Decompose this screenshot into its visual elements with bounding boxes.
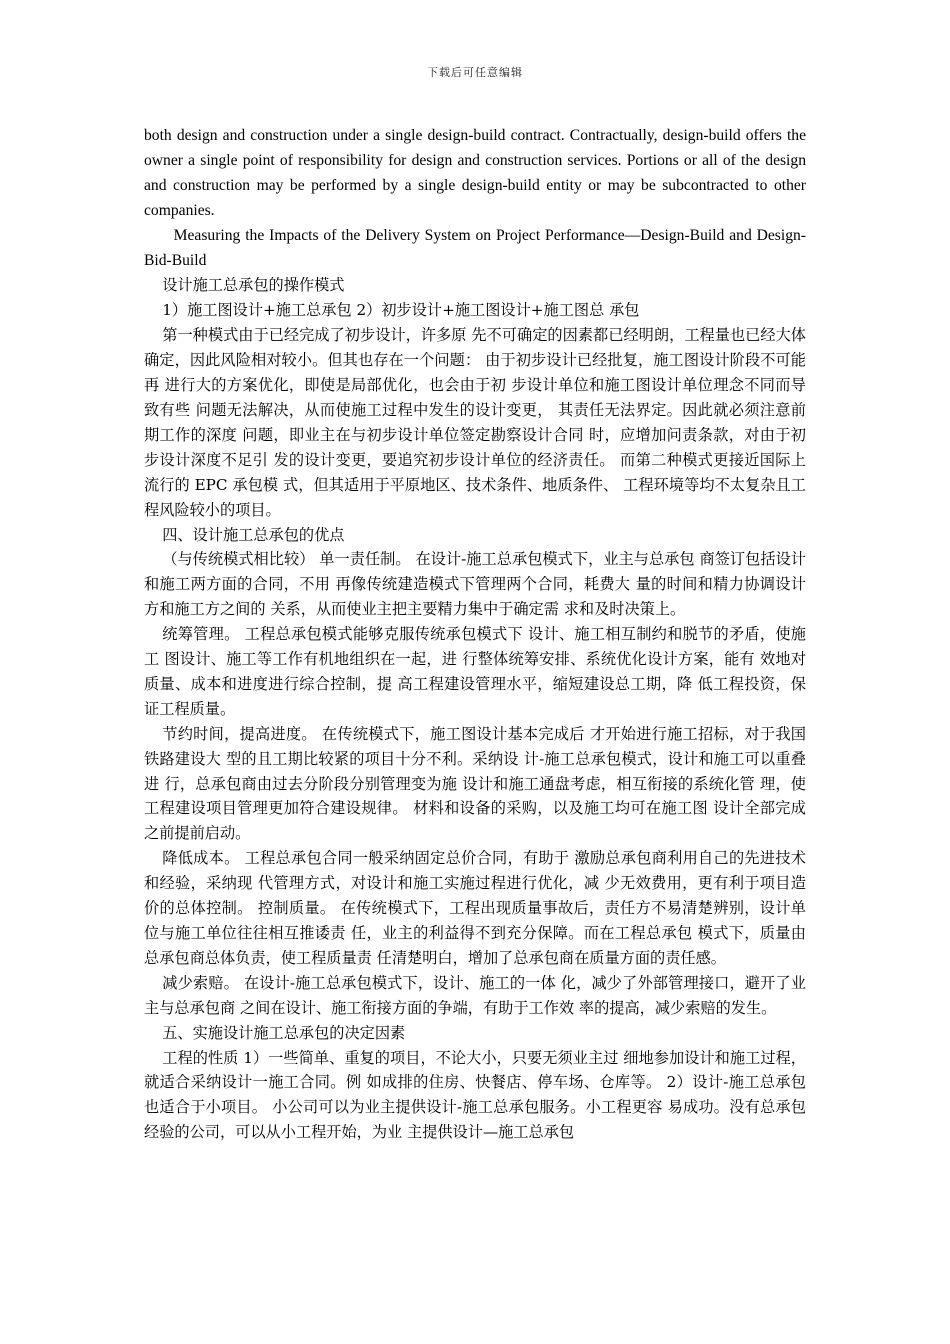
- paragraph-save-time: 节约时间，提高进度。 在传统模式下，施工图设计基本完成后 才开始进行施工招标，对于我国铁路建设大 型的且工期比较紧的项目十分不利。采纳设 计-施工总承包模式，设计和施工可以重叠进 行，总承包商由过去分阶段分别管理变为施 设计和施工通盘考虑，相互衔接的系统化管 理，使工程建设项目管理更加符合建设规律。 材料和设备的采购，以及施工均可在施工图 设计全部完成之前提前启动。: [144, 724, 806, 843]
- paragraph-design-build-intro: both design and construction under a single design-build contract. Contractually, design-build offers the owner a single point of responsibility for design and construction services. Portions or all of the design and construction may be performed by a single design-build entity or may be subcontracted to other companies.: [144, 127, 806, 219]
- section-heading-operation-mode: 设计施工总承包的操作模式: [162, 276, 345, 295]
- paragraph-first-mode: 第一种模式由于已经完成了初步设计，许多原 先不可确定的因素都已经明朗，工程量也已经大体 确定，因此风险相对较小。但其也存在一个问题： 由于初步设计已经批复，施工图设计阶段不可能再 进行大的方案优化，即使是局部优化，也会由于初 步设计单位和施工图设计单位理念不同而导致有些 问题无法解决，从而使施工过程中发生的设计变更， 其责任无法界定。因此就必须注意前期工作的深度 问题，即业主在与初步设计单位签定勘察设计合同 时，应增加问责条款，对由于初步设计深度不足引 发的设计变更，要追究初步设计单位的经济责任。 而第二种模式更接近国际上流行的 EPC 承包模 式，但其适用于平原地区、技术条件、地质条件、 工程环境等均不太复杂且工程风险较小的项目。: [144, 326, 806, 519]
- document-body: [144, 124, 806, 1145]
- section-heading-decision-factors: 五、实施设计施工总承包的决定因素: [162, 1023, 406, 1042]
- paragraph-single-responsibility: （与传统模式相比较） 单一责任制。 在设计-施工总承包模式下，业主与总承包 商签订包括设计和施工两方面的合同，不用 再像传统建造模式下管理两个合同，耗费大 量的时间和精力协调设计方和施工方之间的 关系，从而使业主把主要精力集中于确定需 求和及时决策上。: [144, 550, 806, 619]
- section-heading-advantages: 四、设计施工总承包的优点: [162, 525, 345, 544]
- paragraph-coordinated-management: 统筹管理。 工程总承包模式能够克服传统承包模式下 设计、施工相互制约和脱节的矛盾，使施工 图设计、施工等工作有机地组织在一起，进 行整体统筹安排、系统优化设计方案，能有 效地对质量、成本和进度进行综合控制，提 高工程建设管理水平，缩短建设总工期，降 低工程投资，保证工程质量。: [144, 625, 806, 718]
- paragraph-reduce-claims: 减少索赔。 在设计-施工总承包模式下，设计、施工的一体 化，减少了外部管理接口，避开了业主与总承包商 之间在设计、施工衔接方面的争端，有助于工作效 率的提高，减少索赔的发生。: [144, 973, 806, 1017]
- paragraph-measuring-impacts: Measuring the Impacts of the Delivery System on Project Performance—Design-Build and Design- Bid-Build: [144, 226, 806, 269]
- paragraph-mode-list: 1）施工图设计+施工总承包 2）初步设计+施工图设计+施工图总 承包: [162, 301, 640, 320]
- page-header: 下载后可任意编辑: [427, 66, 523, 79]
- paragraph-project-nature: 工程的性质 1）一些简单、重复的项目，不论大小，只要无须业主过 细地参加设计和施工过程，就适合采纳设计一施工合同。例 如成排的住房、快餐店、停车场、仓库等。 2）设计-施工总承包也适合于小项目。 小公司可以为业主提供设计-施工总承包服务。小工程更容 易成功。没有总承包经验的公司，可以从小工程开始，为业 主提供设计—施工总承包: [144, 1048, 806, 1142]
- paragraph-reduce-cost: 降低成本。 工程总承包合同一般采纳固定总价合同，有助于 激励总承包商利用自己的先进技术和经验，采纳现 代管理方式，对设计和施工实施过程进行优化，减 少无效费用，更有利于项目造价的总体控制。 控制质量。 在传统模式下，工程出现质量事故后，责任方不易清楚辨别，设计单位与施工单位往往相互推诿责 任，业主的利益得不到充分保障。而在工程总承包 模式下，质量由总承包商总体负责，使工程质量责 任清楚明白，增加了总承包商在质量方面的责任感。: [144, 849, 806, 967]
